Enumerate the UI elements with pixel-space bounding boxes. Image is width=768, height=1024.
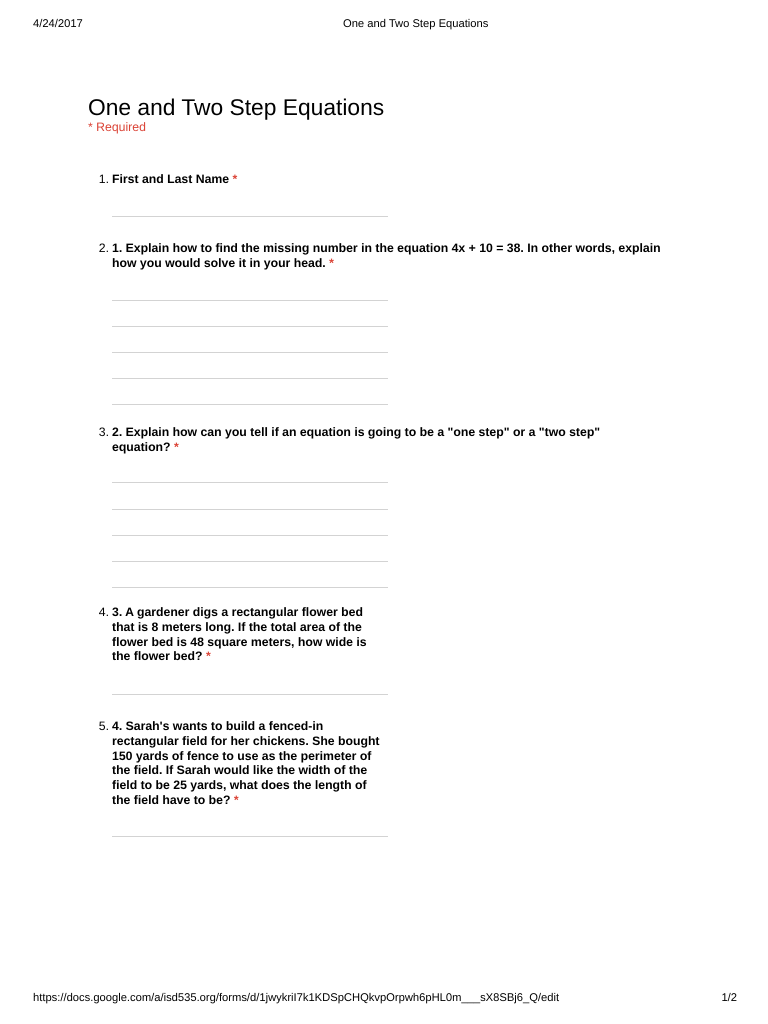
required-asterisk: * xyxy=(233,792,239,807)
answer-line xyxy=(112,587,388,588)
required-note: * Required xyxy=(88,120,146,134)
question-5 xyxy=(98,719,384,808)
answer-line xyxy=(112,482,388,483)
answer-line xyxy=(112,326,388,327)
answer-line xyxy=(112,378,388,379)
short-answer-field[interactable] xyxy=(112,216,388,218)
answer-line xyxy=(112,561,388,562)
question-1 xyxy=(98,172,674,187)
question-number: 2. xyxy=(98,241,109,255)
required-asterisk: * xyxy=(173,439,179,454)
answer-line xyxy=(112,300,388,301)
answer-line xyxy=(112,216,388,217)
question-2 xyxy=(98,241,674,271)
answer-line xyxy=(112,535,388,536)
question-text: 3. A gardener digs a rectangular flower bed that is 8 meters long. If the total area of the flower bed is 48 square meters, how wide is the flower bed? xyxy=(112,605,367,664)
required-asterisk: * xyxy=(205,649,211,664)
required-asterisk: * xyxy=(232,172,238,186)
print-header-title: One and Two Step Equations xyxy=(343,18,489,30)
short-answer-field[interactable] xyxy=(112,836,388,838)
answer-line xyxy=(112,509,388,510)
print-url: https://docs.google.com/a/isd535.org/forms/d/1jwykriI7k1KDSpCHQkvpOrpwh6pHL0m___sX8SBj6_Q/edit xyxy=(33,992,560,1004)
print-date: 4/24/2017 xyxy=(33,18,83,30)
question-text: First and Last Name xyxy=(112,172,230,186)
question-number: 5. xyxy=(98,719,109,733)
question-text: 1. Explain how to find the missing number in the equation 4x + 10 = 38. In other words, explain how you would solve it in your head. xyxy=(112,241,661,270)
answer-line xyxy=(112,836,388,837)
question-3 xyxy=(98,425,632,455)
short-answer-field[interactable] xyxy=(112,694,388,696)
page-number: 1/2 xyxy=(721,992,737,1004)
question-number: 4. xyxy=(98,605,109,619)
paragraph-answer-field[interactable] xyxy=(112,482,388,588)
paragraph-answer-field[interactable] xyxy=(112,300,388,406)
question-text: 2. Explain how can you tell if an equation is going to be a "one step" or a "two step" equation? xyxy=(112,425,601,454)
required-asterisk: * xyxy=(329,255,334,270)
question-number: 1. xyxy=(98,172,109,186)
form-title: One and Two Step Equations xyxy=(88,94,385,120)
answer-line xyxy=(112,694,388,695)
answer-line xyxy=(112,352,388,353)
question-4 xyxy=(98,605,384,664)
question-number: 3. xyxy=(98,425,109,439)
answer-line xyxy=(112,404,388,405)
question-text: 4. Sarah's wants to build a fenced-in rectangular field for her chickens. She bought 150 yards of fence to use as the perimeter of the field. If Sarah would like the width of the field to be 25 yards, what does the length of the field have to be? xyxy=(112,719,380,807)
